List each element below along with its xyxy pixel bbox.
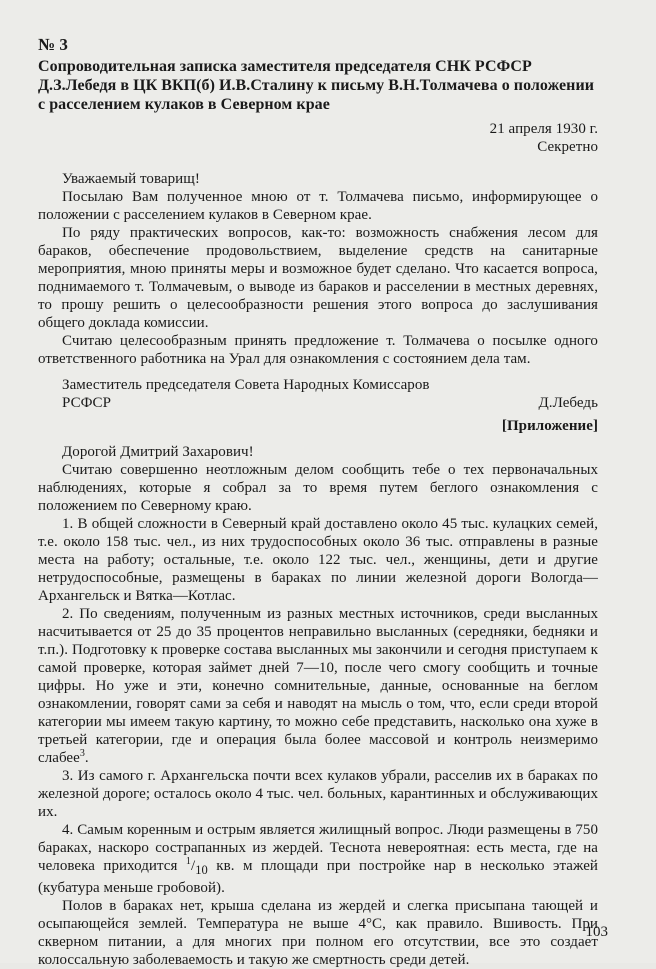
fraction-denominator: 10 <box>195 863 208 877</box>
letter-greeting: Уважаемый товарищ! <box>62 171 200 187</box>
appendix-intro: Считаю совершенно неотложным делом сообщить тебе о тех первоначальных наблюдениях, которые я собрал за то время путем беглого ознакомления с положением по Северному краю. <box>38 462 598 514</box>
document-date: 21 апреля 1930 г. <box>489 121 598 137</box>
document-number: № 3 <box>38 35 68 54</box>
letter-paragraph: Считаю целесообразным принять предложение т. Толмачева о посылке одного ответственного работника на Урал для ознакомления с состоянием дела там. <box>38 333 598 367</box>
appendix-point-1: 1. В общей сложности в Северный край доставлено около 45 тыс. кулацких семей, т.е. около 158 тыс. чел., из них трудоспособных около 36 тыс. отправлены в разные места на работу; остальные, т.е. около 122 тыс. чел., женщины, дети и другие нетрудоспособные, размещены в бараках по линии железной дороги Вологда—Архангельск и Вятка—Котлас. <box>38 516 598 604</box>
document-title: Сопроводительная записка заместителя председателя СНК РСФСР Д.З.Лебедя в ЦК ВКП(б) И.В.Сталину к письму В.Н.Толмачева о положении с расселением кулаков в Северном крае <box>38 58 594 113</box>
letter-paragraph: По ряду практических вопросов, как-то: возможность снабжения лесом для бараков, обеспечение продовольствием, выделение средств на санитарные мероприятия, мною приняты меры и возможное будет сделано. Что касается вопроса, поднимаемого т. Толмачевым, о выводе из бараков и расселении в местных деревнях, то прошу решить о целесообразности решения этого вопроса до заслушивания общего доклада комиссии. <box>38 225 598 331</box>
signature-position-org: РСФСР <box>62 395 111 411</box>
appendix-label: [Приложение] <box>501 418 598 434</box>
letter-paragraph: Посылаю Вам полученное мною от т. Толмачева письмо, информирующее о положении с расселением кулаков в Северном крае. <box>38 189 598 223</box>
footnote-marker: 3 <box>79 748 85 759</box>
appendix-point-3: 3. Из самого г. Архангельска почти всех кулаков убрали, расселив их в бараках по железной дороге; осталось около 4 тыс. чел. больных, карантинных и обслуживающих их. <box>38 768 598 820</box>
appendix-point-4-text-b: кв. м площади при постройке нар в несколько этажей (кубатура меньше гробовой). <box>38 858 598 896</box>
appendix-point-4: 4. Самым коренным и острым является жилищный вопрос. Люди размещены в 750 бараках, наскоро сострапанных из жердей. Теснота невероятная: есть места, где на человека приходится $^1/_{10}$ кв. м площади при постройке нар в несколько этажей (кубатура меньше гробовой). <box>38 822 598 896</box>
signature-name: Д.Лебедь <box>538 395 598 411</box>
appendix-paragraph: Полов в бараках нет, крыша сделана из жердей и слегка присыпана тающей и осыпающейся землей. Температура не выше 4°С, как правило. Вшивость. При скверном питании, а для многих при полном его отсутствии, все это создает колоссальную заболеваемость и такую же смертность среди детей. <box>38 898 598 968</box>
appendix-point-2 <box>38 605 598 767</box>
signature-position: Заместитель председателя Совета Народных Комиссаров <box>62 377 430 393</box>
appendix-point-4-text-a: 4. Самым коренным и острым является жилищный вопрос. Люди размещены в 750 бараках, наскоро сострапанных из жердей. Теснота невероятная: есть места, где на человека приходится <box>38 822 598 874</box>
appendix-greeting: Дорогой Дмитрий Захарович! <box>62 444 254 460</box>
page-number: 103 <box>585 924 608 940</box>
page-content <box>38 36 598 969</box>
document-classification: Секретно <box>537 139 598 155</box>
signature-block <box>62 376 598 412</box>
appendix-point-2-text: 2. По сведениям, полученным из разных местных источников, среди высланных насчитывается от 25 до 35 процентов неправильно высланных (середняки, бедняки и т.п.). Подготовку к проверке состава высланных мы закончили и сегодня приступаем к самой проверке, которая займет дней 7—10, после чего смогу сообщить и точные цифры. Но уже и эти, конечно сомнительные, данные, основанные на беглом ознакомлении, говорят сами за себя и наводят на мысль о том, что, если среди второй категории мы имеем такую картину, то можно себе представить, насколько она хуже в третьей категории, где и операция была более массовой и контроль неизмеримо слабее <box>38 606 598 766</box>
appendix-point-2-end: . <box>84 750 89 766</box>
fraction-numerator: 1 <box>185 856 191 867</box>
